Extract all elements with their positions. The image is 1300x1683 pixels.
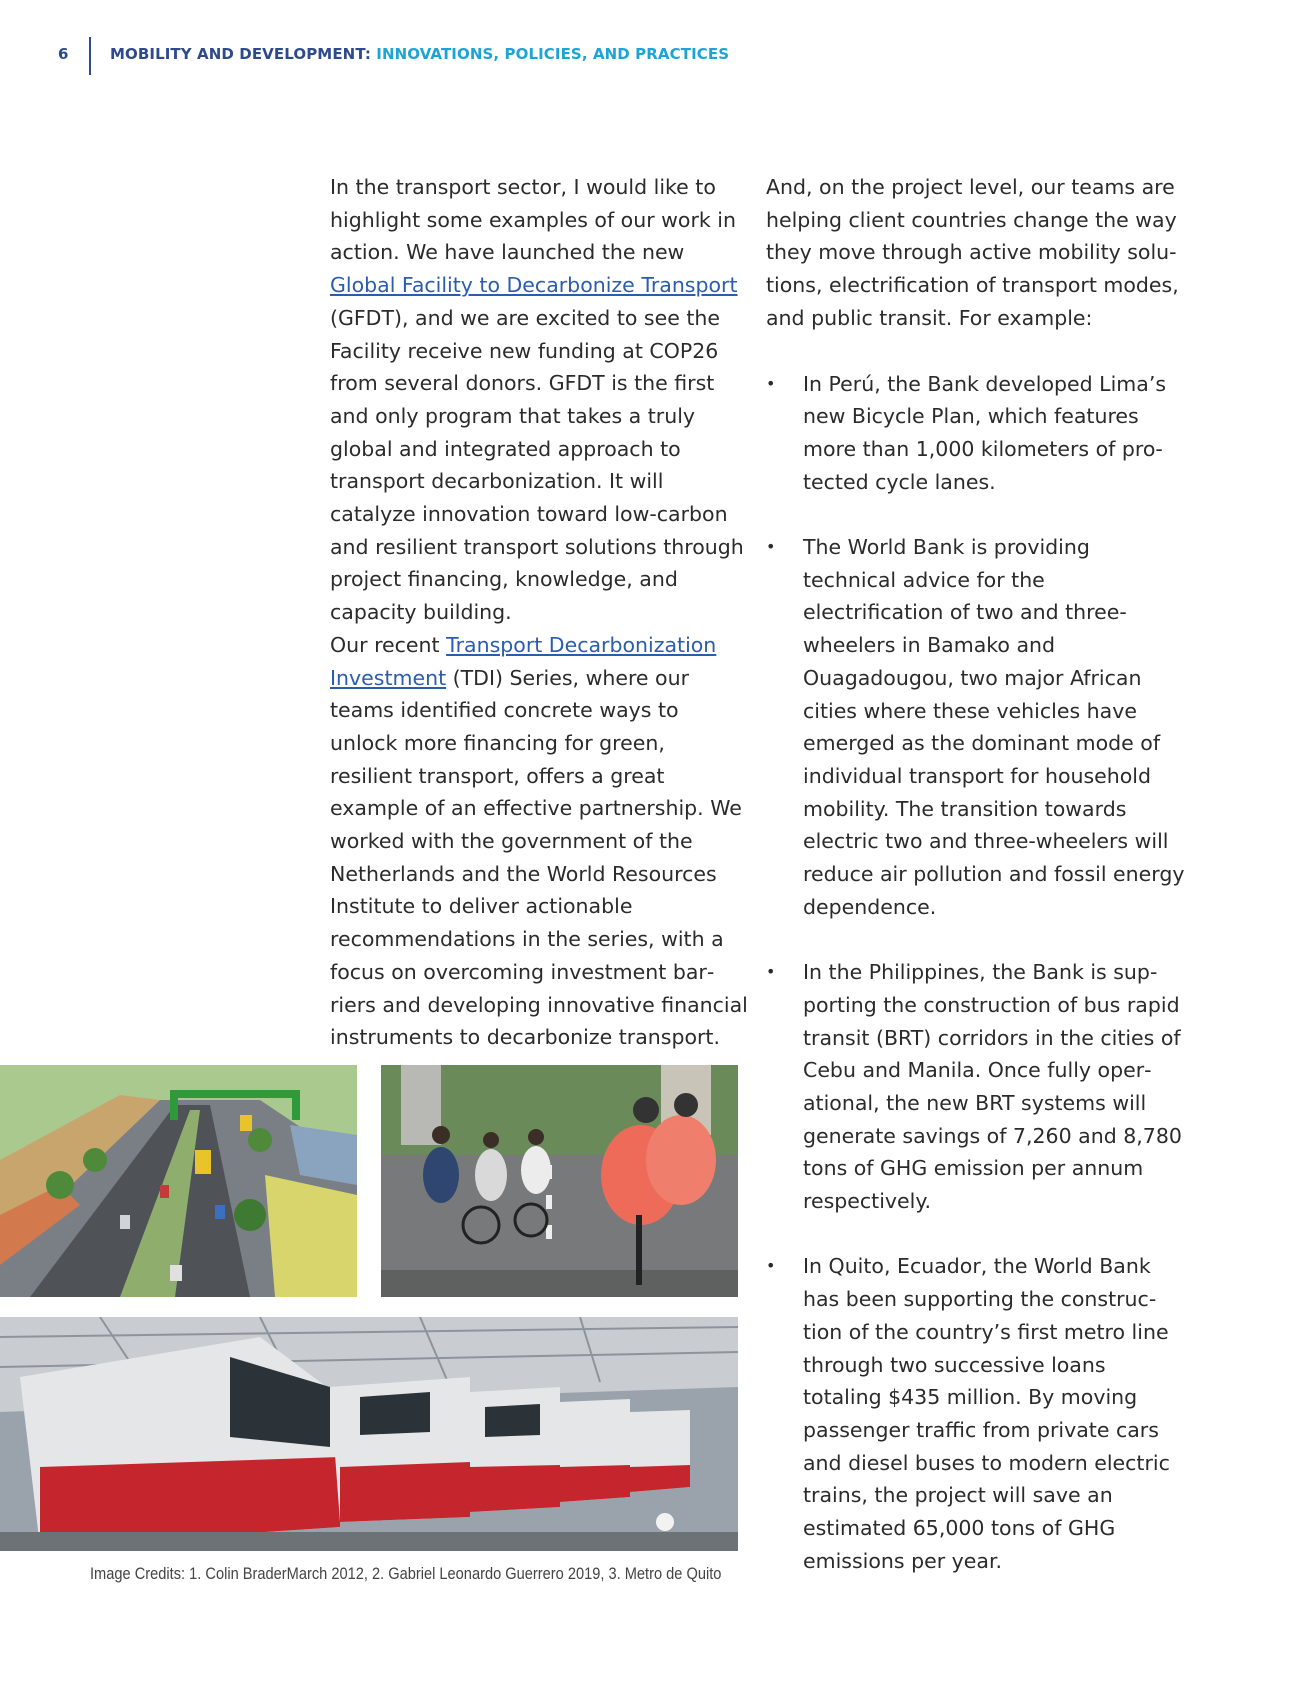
gfdt-link[interactable]: Global Facility to Decarbonize Transport [330, 273, 738, 298]
paragraph-gfdt [330, 171, 750, 629]
page-header [0, 40, 1300, 74]
examples-list [766, 368, 1186, 1578]
bullet-icon: • [766, 537, 776, 557]
metro-trains-photo [0, 1317, 738, 1551]
list-item-text: In Quito, Ecuador, the World Bank has been supporting the construction of the country’s first metro line through two successive loans totaling $435 million. By moving passenger traffic from private cars and diesel buses to modern electric trains, the project will save an estimated 65,000 tons of GHG emissions per year. [803, 1254, 1170, 1573]
left-column [330, 171, 750, 1054]
intro-paragraph: And, on the project level, our teams are helping client countries change the way they move through active mobility solutions, electrification of transport modes, and public transit. For example: [766, 175, 1179, 330]
page-number: 6 [58, 45, 69, 63]
text: (GFDT), and we are excited to see the Facility receive new funding at COP26 from several donors. GFDT is the first and only program that takes a truly global and integrated approach to transport decarbonization. It will catalyze innovation toward low-carbon and resilient transport solutions through project financing, knowledge, and capacity building. [330, 305, 744, 625]
running-title-main: MOBILITY AND DEVELOPMENT: [110, 45, 371, 63]
running-title [110, 45, 729, 63]
right-column [766, 171, 1186, 1610]
list-item-text: In the Philippines, the Bank is supporting the construction of bus rapid transit (BRT) corridors in the cities of Cebu and Manila. Once fully operational, the new BRT systems will generate savings of 7,260 and 8,780 tons of GHG emission per annum respectively. [803, 960, 1182, 1214]
list-item [766, 1250, 1186, 1577]
running-title-sub: INNOVATIONS, POLICIES, AND PRACTICES [376, 45, 730, 63]
brt-rendering-image [0, 1065, 357, 1297]
bullet-icon: • [766, 1256, 776, 1276]
image-credits: Image Credits: 1. Colin BraderMarch 2012, 2. Gabriel Leonardo Guerrero 2019, 3. Metro de Quito [90, 1564, 722, 1583]
text: In the transport sector, I would like to highlight some examples of our work in action. We have launched the new [330, 175, 736, 265]
list-item [766, 531, 1186, 923]
text: (TDI) Series, where our teams identified concrete ways to unlock more financing for green, resilient transport, offers a great example of an effective partnership. We worked with the government of the Netherlands and the World Resources Institute to deliver actionable recommendations in the series, with a focus on overcoming investment barriers and developing innovative financial instruments to decarbonize transport. [330, 665, 748, 1050]
tdi-link[interactable]: Transport Decarbonization Investment [330, 632, 717, 690]
paragraph-tdi [330, 629, 750, 1054]
bullet-icon: • [766, 373, 776, 393]
text: Our recent [330, 632, 447, 657]
bullet-icon: • [766, 962, 776, 982]
header-divider [89, 37, 91, 75]
list-item-text: In Perú, the Bank developed Lima’s new Bicycle Plan, which features more than 1,000 kilometers of protected cycle lanes. [803, 371, 1167, 494]
list-item [766, 956, 1186, 1218]
list-item [766, 368, 1186, 499]
list-item-text: The World Bank is providing technical advice for the electrification of two and three-wheelers in Bamako and Ouagadougou, two major African cities where these vehicles have emerged as the dominant mode of individual transport for household mobility. The transition towards electric two and three-wheelers will reduce air pollution and fossil energy dependence. [803, 535, 1185, 919]
cyclists-photo [381, 1065, 738, 1297]
